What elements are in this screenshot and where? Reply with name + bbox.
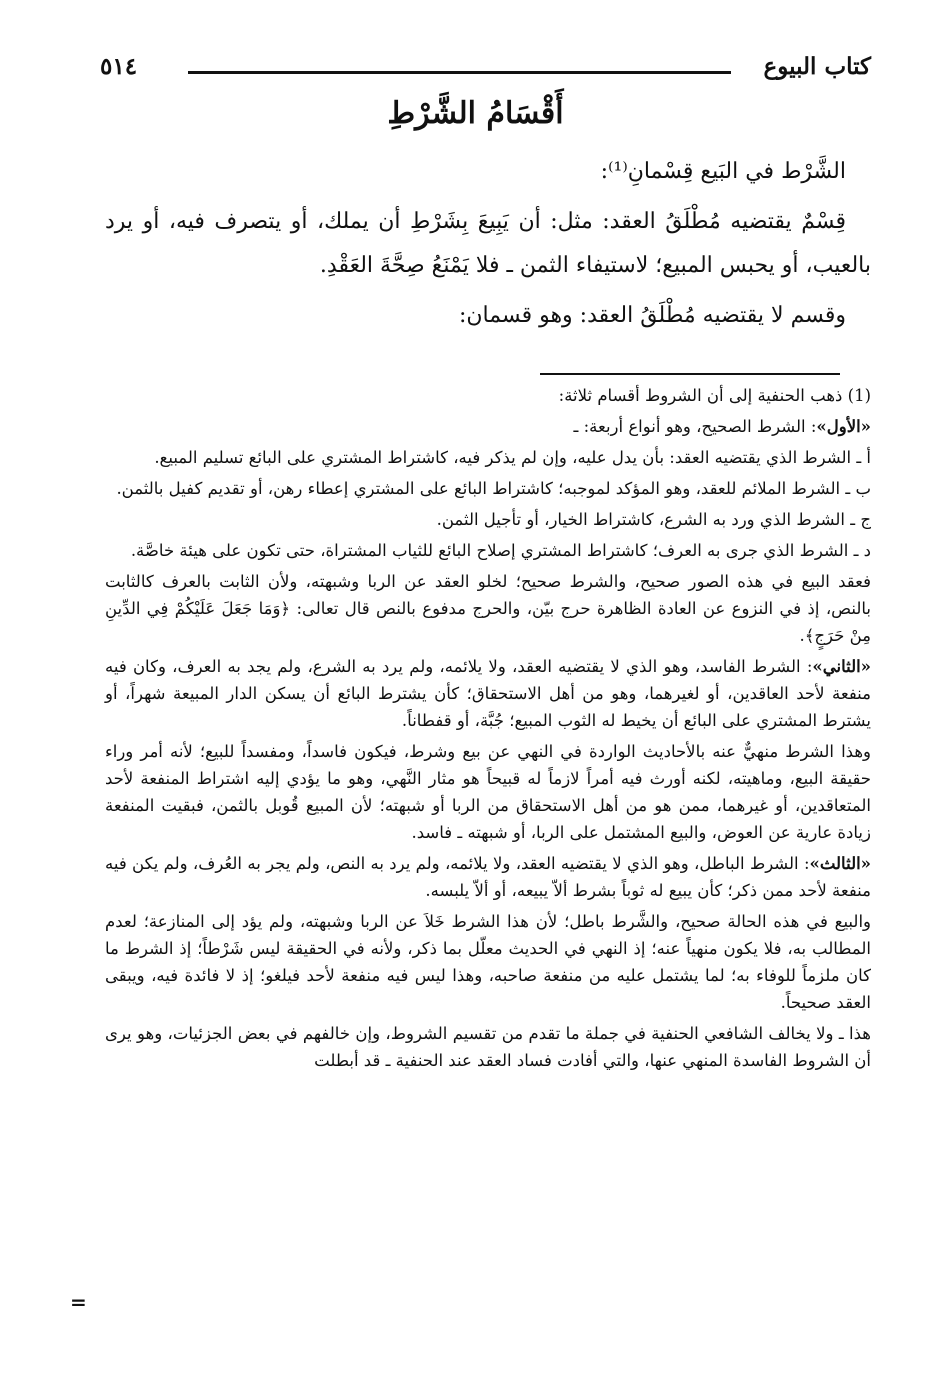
header-rule (188, 71, 731, 74)
footnote-paragraph: أ ـ الشرط الذي يقتضيه العقد: بأن يدل عليه، وإن لم يذكر فيه، كاشتراط المشتري على البائع تسليم المبيع. (154, 448, 871, 467)
section-title: أَقْسَامُ الشَّرْطِ (387, 96, 564, 131)
footnote-paragraph: ج ـ الشرط الذي ورد به الشرع، كاشتراط الخيار، أو تأجيل الثمن. (436, 510, 871, 529)
footnote-paragraph: (1) ذهب الحنفية إلى أن الشروط أقسام ثلاثة: (558, 386, 871, 405)
footnote-separator (540, 373, 840, 375)
footnotes (105, 382, 871, 1078)
main-text (105, 150, 871, 344)
footnote-lead: «الثاني» (812, 657, 871, 676)
footnote-paragraph (105, 413, 871, 440)
book-title: كتاب البيوع (763, 53, 871, 80)
footnote-lead: «الثالث» (809, 854, 871, 873)
main-paragraph: قِسْمٌ يقتضيه مُطْلَقُ العقد: مثل: أن يَبِيعَ بِشَرْطِ أن يملك، أو يتصرف فيه، أو يرد بالعيب، أو يحبس المبيع؛ لاستيفاء الثمن ـ فلا يَمْنَعُ صِحَّةَ العَقْدِ. (105, 209, 871, 278)
footnote-text: : الشرط الفاسد، وهو الذي لا يقتضيه العقد، ولا يلائمه، ولم يرد به الشرع، ولم يجد به العرف، وكان فيه منفعة لأحد العاقدين، أو لغيرهما، وهو من أهل الاستحقاق؛ كأن يشترط البائع أن يسكن الدار المبيعة شهراً، أو يشترط المشتري على البائع أن يخيط له الثوب المبيع؛ جُبَّة، أو قفطاناً. (105, 657, 871, 730)
footnote-text: : الشرط الباطل، وهو الذي لا يقتضيه العقد، ولا يلائمه، ولم يرد به النص، ولم يجر به العُرف، ولم يكن فيه منفعة لأحد ممن ذكر؛ كأن يبيع له ثوباً بشرط ألاّ يبيعه، أو ألاّ يلبسه. (105, 854, 871, 900)
running-header (100, 52, 871, 86)
footnote-lead: «الأول» (816, 417, 871, 436)
footnote-paragraph: فعقد البيع في هذه الصور صحيح، والشرط صحيح؛ لخلو العقد عن الربا وشبهته، ولأن الثابت بالعرف كالثابت بالنص، إذ في النزوع عن العادة الظاهرة حرج بيّن، والحرج مدفوع بالنص قال تعالى: ﴿وَمَا جَعَلَ عَلَيْكُمْ فِي الدِّينِ مِنْ حَرَجٍ﴾. (105, 572, 871, 645)
footnote-paragraph: وهذا الشرط منهيٌّ عنه بالأحاديث الواردة في النهي عن بيع وشرط، فيكون فاسداً، ومفسداً للبيع؛ لأنه أمر وراء حقيقة البيع، وماهيته، لكنه أورث فيه أمراً لازماً له قبيحاً هو مثار النَّهي، وهو ما يؤدي إليه اشتراط المنفعة لأحد المتعاقدين، أو غيرهما، ممن هو من أهل الاستحقاق من الربا أو شبهته؛ لأن المبيع قُوبل بالثمن، فبقيت المنفعة زيادة عارية عن العوض، والبيع المشتمل على الربا، أو شبهته ـ فاسد. (105, 742, 871, 842)
footnote-paragraph: د ـ الشرط الذي جرى به العرف؛ كاشتراط المشتري إصلاح البائع للثياب المشتراة، حتى تكون على هيئة خاصَّة. (130, 541, 871, 560)
continuation-mark: = (70, 1290, 87, 1314)
footnote-paragraph: هذا ـ ولا يخالف الشافعي الحنفية في جملة ما تقدم من تقسيم الشروط، وإن خالفهم في بعض الجزئيات، وهو يرى أن الشروط الفاسدة المنهي عنها، والتي أفادت فساد العقد عند الحنفية ـ قد أبطلت (105, 1024, 871, 1070)
footnote-text: : الشرط الصحيح، وهو أنواع أربعة: ـ (573, 417, 817, 436)
page-number: ٥١٤ (100, 53, 138, 80)
footnote-paragraph (105, 653, 871, 734)
main-paragraph: الشَّرْط في البَيع قِسْمانِ⁽¹⁾: (600, 159, 846, 184)
footnote-paragraph: ب ـ الشرط الملائم للعقد، وهو المؤكد لموجبه؛ كاشتراط البائع على المشتري إعطاء رهن، أو تقديم كفيل بالثمن. (116, 479, 871, 498)
footnote-paragraph (105, 850, 871, 904)
main-paragraph: وقسم لا يقتضيه مُطْلَقُ العقد: وهو قسمان: (458, 303, 846, 328)
footnote-paragraph: والبيع في هذه الحالة صحيح، والشَّرط باطل؛ لأن هذا الشرط خَلاَ عن الربا وشبهته، ولم يؤد إلى المنازعة؛ لعدم المطالب به، فلا يكون منهياً عنه؛ إذ النهي في الحديث معلّل بما ذكر، ولأنه في الحقيقة ليس شَرْطاً؛ إذ الشرط ما كان ملزماً للوفاء به؛ لما يشتمل عليه من منفعة صاحبه، وهذا ليس فيه منفعة لأحد فيلغو؛ إذ لا فائدة فيه، ويبقى العقد صحيحاً. (105, 912, 871, 1012)
